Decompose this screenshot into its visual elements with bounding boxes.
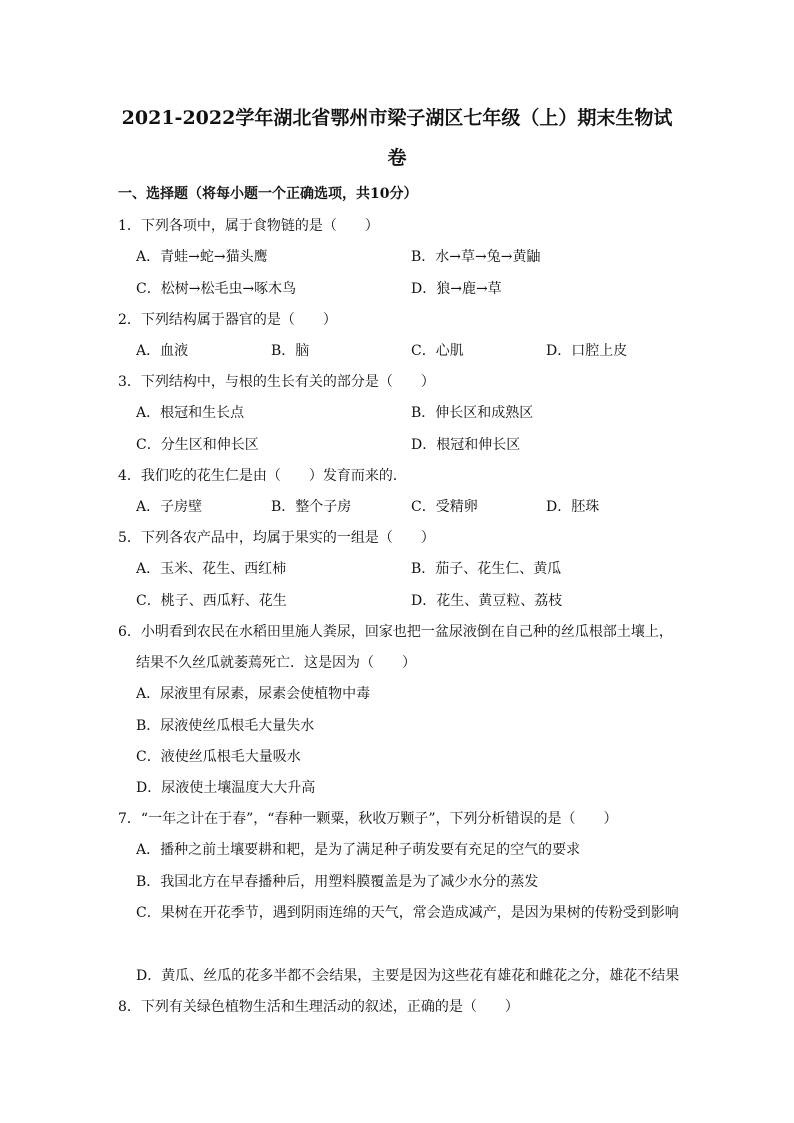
question-4-option-a: A．子房壁: [136, 499, 203, 515]
question-5-stem: 5．下列各农产品中，均属于果实的一组是（ ）: [118, 530, 435, 546]
question-4-option-d: D．胚珠: [546, 499, 600, 515]
question-5-option-a: A．玉米、花生、西红柿: [136, 561, 287, 577]
question-5-option-c: C．桃子、西瓜籽、花生: [136, 593, 287, 609]
question-7-option-b: B．我国北方在早春播种后，用塑料膜覆盖是为了减少水分的蒸发: [136, 874, 539, 890]
question-1-option-b: B．水→草→兔→黄鼬: [411, 249, 541, 265]
question-8-stem: 8．下列有关绿色植物生活和生理活动的叙述，正确的是（ ）: [118, 999, 519, 1015]
question-6-option-a: A．尿液里有尿素，尿素会使植物中毒: [136, 686, 371, 702]
question-7-option-a: A．播种之前土壤要耕和耙，是为了满足种子萌发要有充足的空气的要求: [136, 842, 581, 858]
question-2-stem: 2．下列结构属于器官的是（ ）: [118, 312, 337, 328]
question-3-option-a: A．根冠和生长点: [136, 405, 245, 421]
exam-title-line2: 卷: [387, 147, 407, 169]
question-6-stem-continued: 结果不久丝瓜就萎蔫死亡．这是因为（ ）: [136, 655, 416, 671]
question-7-stem: 7．“一年之计在于春”，“春种一颗粟，秋收万颗子”，下列分析错误的是（ ）: [118, 811, 618, 827]
question-7-option-d: D．黄瓜、丝瓜的花多半都不会结果，主要是因为这些花有雄花和雌花之分，雄花不结果: [136, 968, 680, 984]
question-6-option-c: C．液使丝瓜根毛大量吸水: [136, 749, 301, 765]
question-6-option-d: D．尿液使土壤温度大大升高: [136, 780, 316, 796]
question-2-option-c: C．心肌: [411, 343, 464, 359]
question-5-option-d: D．花生、黄豆粒、荔枝: [411, 593, 563, 609]
question-1-option-d: D．狼→鹿→草: [411, 281, 502, 297]
question-3-option-c: C．分生区和伸长区: [136, 437, 259, 453]
question-2-option-a: A．血液: [136, 343, 189, 359]
question-1-stem: 1．下列各项中，属于食物链的是（ ）: [118, 218, 379, 234]
question-1-option-c: C．松树→松毛虫→啄木鸟: [136, 281, 297, 297]
question-4-stem: 4．我们吃的花生仁是由（ ）发育而来的．: [118, 468, 407, 484]
question-5-option-b: B．茄子、花生仁、黄瓜: [411, 561, 562, 577]
question-4-option-b: B．整个子房: [271, 499, 352, 515]
question-6-stem: 6．小明看到农民在水稻田里施人粪尿，回家也把一盆尿液倒在自己种的丝瓜根部土壤上，: [118, 624, 673, 640]
question-3-option-b: B．伸长区和成熟区: [411, 405, 534, 421]
question-6-option-b: B．尿液使丝瓜根毛大量失水: [136, 718, 315, 734]
exam-title-line1: 2021-2022学年湖北省鄂州市梁子湖区七年级（上）期末生物试: [121, 107, 673, 129]
question-7-option-c: C．果树在开花季节，遇到阴雨连绵的天气，常会造成减产，是因为果树的传粉受到影响: [136, 905, 679, 921]
question-1-option-a: A．青蛙→蛇→猫头鹰: [136, 249, 268, 265]
question-2-option-b: B．脑: [271, 343, 310, 359]
section-heading: 一、选择题（将每小题一个正确选项，共10分）: [118, 186, 418, 202]
question-4-option-c: C．受精卵: [411, 499, 478, 515]
question-3-option-d: D．根冠和伸长区: [411, 437, 521, 453]
question-3-stem: 3．下列结构中，与根的生长有关的部分是（ ）: [118, 374, 435, 390]
question-2-option-d: D．口腔上皮: [546, 343, 628, 359]
